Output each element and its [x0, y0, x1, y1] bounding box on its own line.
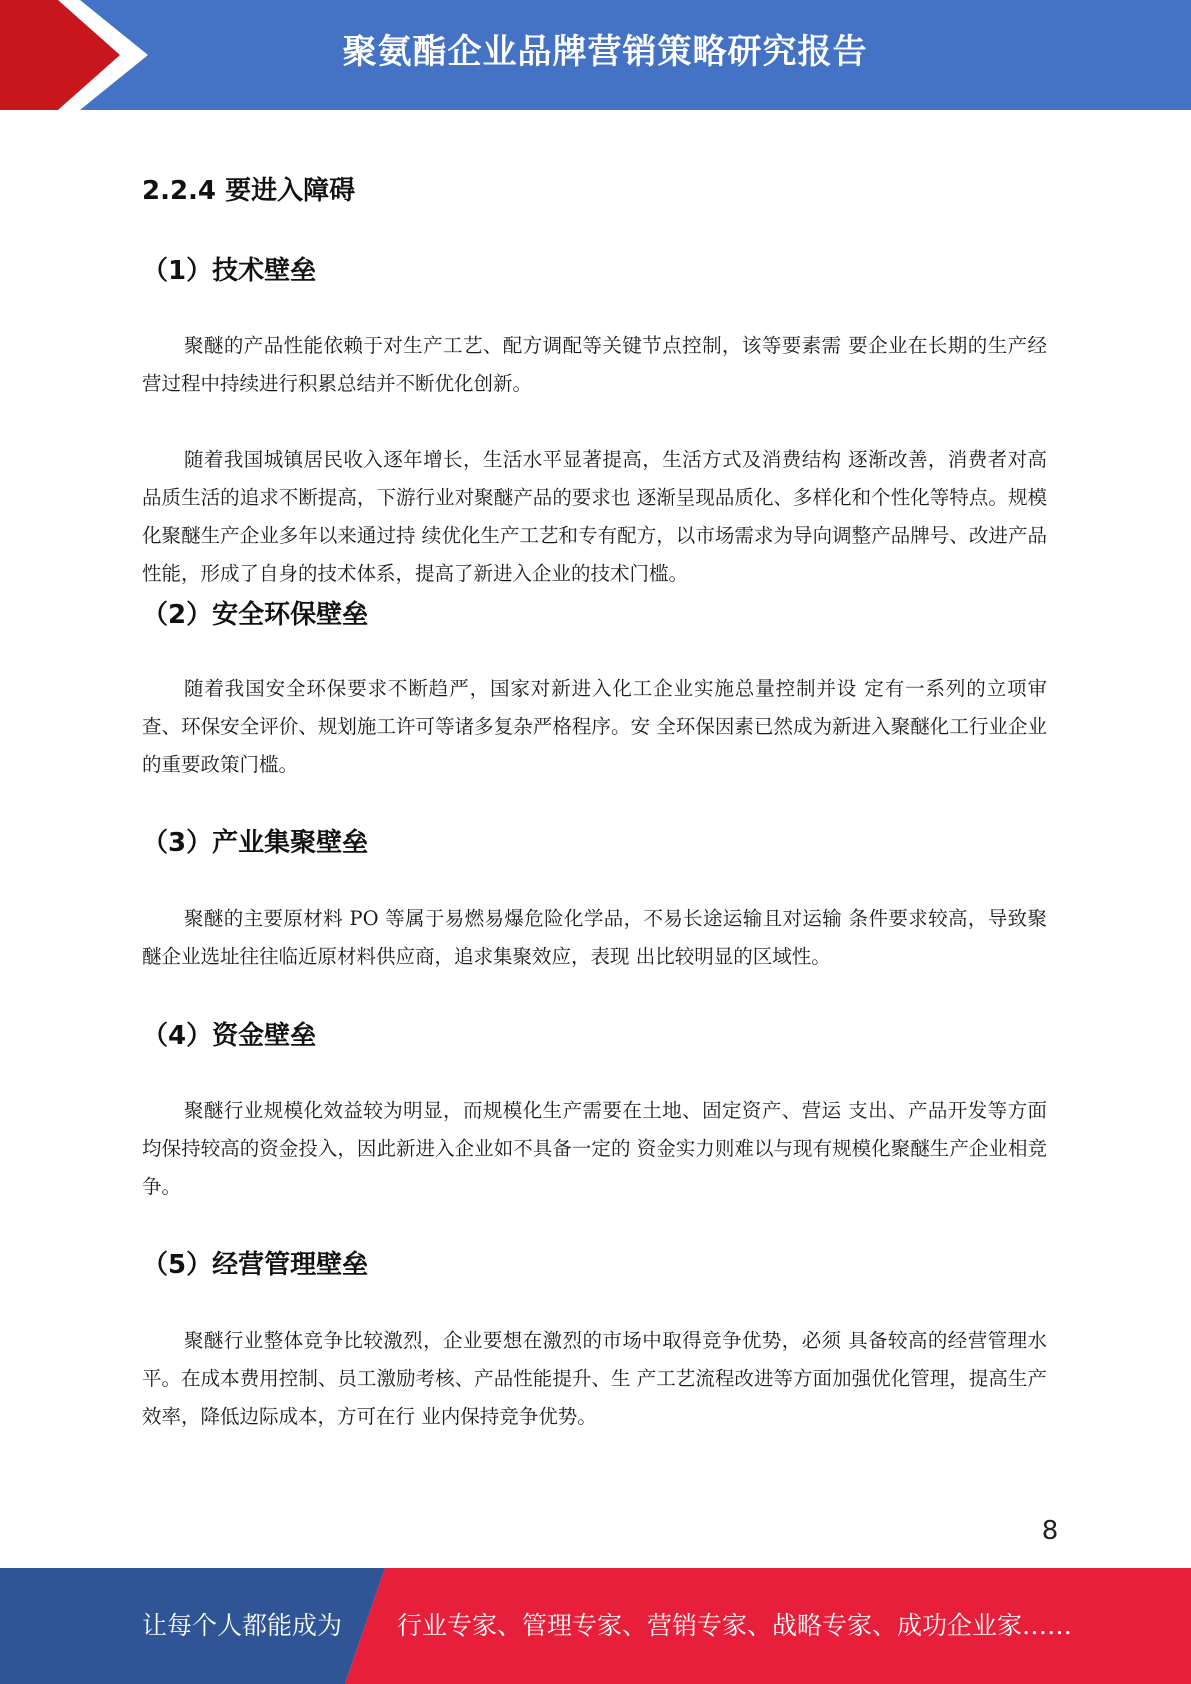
page-header — [0, 0, 1191, 110]
paragraph: 随着我国城镇居民收入逐年增长，生活水平显著提高，生活方式及消费结构 逐渐改善，消费者对高品质生活的追求不断提高，下游行业对聚醚产品的要求也 逐渐呈现品质化、多样化和个性化等特点。规模化聚醚生产企业多年以来通过持 续优化生产工艺和专有配方，以市场需求为导向调整产品牌号、改进产品性能，形成了自身的技术体系，提高了新进入企业的技术门槛。 — [142, 448, 1047, 585]
subsection-heading-safety: （2）安全环保壁垒 — [142, 600, 369, 630]
page-number: 8 — [1041, 1516, 1059, 1546]
subsection-heading-capital: （4）资金壁垒 — [142, 1021, 317, 1051]
paragraph: 聚醚的产品性能依赖于对生产工艺、配方调配等关键节点控制，该等要素需 要企业在长期的生产经营过程中持续进行积累总结并不断优化创新。 — [142, 334, 1047, 395]
page-footer — [0, 1568, 1191, 1684]
subsection-heading-technology: （1）技术壁垒 — [142, 256, 317, 286]
header-title: 聚氨酯企业品牌营销策略研究报告 — [342, 32, 868, 72]
paragraph: 聚醚行业规模化效益较为明显，而规模化生产需要在土地、固定资产、营运 支出、产品开发等方面均保持较高的资金投入，因此新进入企业如不具备一定的 资金实力则难以与现有规模化聚醚生产企业相竞争。 — [142, 1099, 1047, 1198]
paragraph: 聚醚的主要原材料 PO 等属于易燃易爆危险化学品，不易长途运输且对运输 条件要求较高，导致聚醚企业选址往往临近原材料供应商，追求集聚效应，表现 出比较明显的区域性。 — [142, 907, 1047, 968]
subsection-heading-cluster: （3）产业集聚壁垒 — [142, 828, 369, 858]
section-heading: 2.2.4 要进入障碍 — [142, 176, 356, 206]
header-chevron-icon — [0, 0, 160, 110]
paragraph: 随着我国安全环保要求不断趋严，国家对新进入化工企业实施总量控制并设 定有一系列的立项审查、环保安全评价、规划施工许可等诸多复杂严格程序。安 全环保因素已然成为新进入聚醚化工行业企业的重要政策门槛。 — [142, 677, 1047, 776]
footer-slogan-left: 让每个人都能成为 — [142, 1611, 343, 1640]
paragraph: 聚醚行业整体竞争比较激烈，企业要想在激烈的市场中取得竞争优势，必须 具备较高的经营管理水平。在成本费用控制、员工激励考核、产品性能提升、生 产工艺流程改进等方面加强优化管理，提高生产效率，降低边际成本，方可在行 业内保持竞争优势。 — [142, 1329, 1047, 1428]
footer-slogan-right: 行业专家、管理专家、营销专家、战略专家、成功企业家…… — [397, 1611, 1073, 1640]
subsection-heading-management: （5）经营管理壁垒 — [142, 1250, 369, 1280]
